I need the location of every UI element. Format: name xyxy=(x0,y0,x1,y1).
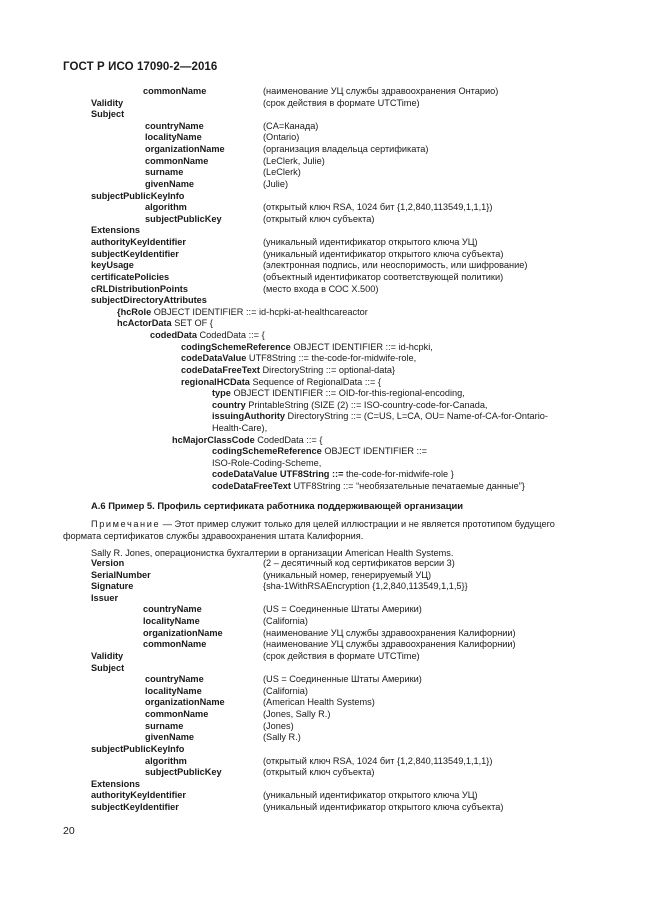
field-name: organizationName xyxy=(143,627,223,638)
field-comment: (уникальный номер, генерируемый УЦ) xyxy=(263,569,432,580)
code-line xyxy=(91,558,124,569)
field-name: codeDataFreeText xyxy=(212,481,291,492)
code-line xyxy=(181,377,381,388)
field-comment: (LeClerk, Julie) xyxy=(263,155,325,166)
field-comment: (Jones) xyxy=(263,720,294,731)
field-comment: {sha-1WithRSAEncryption {1,2,840,113549,1,1,5}} xyxy=(263,581,468,592)
field-definition: OBJECT IDENTIFIER ::= OID-for-this-regional-encoding, xyxy=(230,388,465,399)
code-line xyxy=(181,365,395,376)
code-line xyxy=(145,686,202,697)
code-line xyxy=(91,790,186,801)
code-line xyxy=(145,767,222,778)
field-name: hcActorData xyxy=(117,318,172,329)
field-name: organizationName xyxy=(145,144,225,155)
code-line xyxy=(91,570,151,581)
field-name: subjectPublicKeyInfo xyxy=(91,190,185,201)
code-line xyxy=(172,435,322,446)
code-line xyxy=(145,121,204,132)
field-name: subjectPublicKeyInfo xyxy=(91,743,185,754)
field-comment: (наименование УЦ службы здравоохранения Калифорнии) xyxy=(263,639,516,650)
field-comment: (LeClerk) xyxy=(263,167,301,178)
field-name: issuingAuthority xyxy=(212,411,285,422)
code-line xyxy=(91,249,179,260)
code-line xyxy=(91,295,207,306)
code-line xyxy=(145,674,204,685)
field-definition: UTF8String ::= “необязательные печатаемые данные”} xyxy=(290,481,525,492)
field-name: localityName xyxy=(145,685,202,696)
code-line xyxy=(91,225,140,236)
field-name: cRLDistributionPoints xyxy=(91,283,188,294)
code-line xyxy=(212,400,487,411)
field-comment: (электронная подпись, или неоспоримость, или шифрование) xyxy=(263,260,528,271)
field-name: keyUsage xyxy=(91,260,134,271)
field-definition: OBJECT IDENTIFIER ::= id-hcpki-at-healthcareactor xyxy=(151,306,368,317)
field-name: Extensions xyxy=(91,225,141,236)
field-definition: OBJECT IDENTIFIER ::= id-hcpki, xyxy=(290,341,433,352)
field-comment: (открытый ключ RSA, 1024 бит {1,2,840,113549,1,1,1}) xyxy=(263,202,493,213)
code-line xyxy=(145,214,222,225)
field-definition: PrintableString (SIZE (2) ::= ISO-country-code-for-Canada, xyxy=(245,399,488,410)
code-line xyxy=(91,260,134,271)
field-name: Subject xyxy=(91,109,125,120)
field-name: givenName xyxy=(145,178,195,189)
field-name: Signature xyxy=(91,581,134,592)
field-name: algorithm xyxy=(145,755,187,766)
code-line xyxy=(145,132,202,143)
field-name: organizationName xyxy=(145,697,225,708)
code-line xyxy=(91,663,124,674)
field-name: localityName xyxy=(143,616,200,627)
field-name: algorithm xyxy=(145,202,187,213)
field-comment: (уникальный идентификатор открытого ключа УЦ) xyxy=(263,237,478,248)
note-paragraph xyxy=(91,518,601,530)
field-name: Version xyxy=(91,558,125,568)
field-comment: (открытый ключ субъекта) xyxy=(263,213,375,224)
code-line xyxy=(143,628,223,639)
code-line xyxy=(212,446,427,457)
field-name: codeDataFreeText xyxy=(181,364,260,375)
code-line xyxy=(145,144,225,155)
field-name: authorityKeyIdentifier xyxy=(91,237,186,248)
section-heading: A.6 Пример 5. Профиль сертификата работника поддерживающей организации xyxy=(91,500,464,511)
field-name: countryName xyxy=(143,604,202,615)
code-line xyxy=(117,318,213,329)
field-name: countryName xyxy=(145,674,204,685)
field-name: givenName xyxy=(145,732,195,743)
code-line xyxy=(212,423,267,434)
field-comment: (Jones, Sally R.) xyxy=(263,709,331,720)
code-line xyxy=(91,284,188,295)
field-name: codeDataValue xyxy=(181,353,247,364)
code-line xyxy=(145,202,187,213)
field-comment: (срок действия в формате UTCTime) xyxy=(263,650,420,661)
field-comment: (California) xyxy=(263,616,308,627)
field-name: commonName xyxy=(143,86,207,96)
code-line xyxy=(212,481,525,492)
code-line xyxy=(91,593,118,604)
note-text: — Этот пример служит только для целей иллюстрации и не является прототипом будущего xyxy=(160,519,555,529)
field-comment: (Ontario) xyxy=(263,132,300,143)
note-label: Примечание xyxy=(91,519,161,529)
field-name: certificatePolicies xyxy=(91,271,170,282)
field-name: codeDataValue UTF8String ::= xyxy=(212,469,344,480)
field-name: Validity xyxy=(91,650,124,661)
field-name: surname xyxy=(145,720,184,731)
field-comment: (2 – десятичный код сертификатов версии 3) xyxy=(263,558,455,568)
code-line xyxy=(143,604,202,615)
code-line xyxy=(145,756,187,767)
field-comment: (место входа в СОС X.500) xyxy=(263,283,379,294)
code-line xyxy=(91,109,124,120)
field-comment: (открытый ключ субъекта) xyxy=(263,767,375,778)
field-definition: SET OF { xyxy=(171,318,213,329)
field-name: type xyxy=(212,388,231,399)
code-line xyxy=(143,616,200,627)
code-line xyxy=(145,732,194,743)
field-name: SerialNumber xyxy=(91,569,151,580)
code-line xyxy=(145,709,208,720)
field-comment: (уникальный идентификатор открытого ключа субъекта) xyxy=(263,802,504,813)
code-line xyxy=(143,86,206,97)
code-line xyxy=(145,697,225,708)
code-line xyxy=(91,651,123,662)
code-line xyxy=(145,167,183,178)
field-definition: ISO-Role-Coding-Scheme, xyxy=(212,457,322,468)
field-comment: (уникальный идентификатор открытого ключа УЦ) xyxy=(263,790,478,801)
field-name: subjectPublicKey xyxy=(145,767,222,778)
code-line xyxy=(145,179,194,190)
code-line xyxy=(91,237,186,248)
field-name: Validity xyxy=(91,97,124,108)
code-line xyxy=(91,98,123,109)
field-comment: (Sally R.) xyxy=(263,732,301,743)
field-name: country xyxy=(212,399,246,410)
field-comment: (American Health Systems) xyxy=(263,697,375,708)
field-definition: Sequence of RegionalData ::= { xyxy=(249,376,381,387)
intro-paragraph: Sally R. Jones, операционистка бухгалтерии в организации American Health Systems. xyxy=(91,548,454,558)
field-definition: CodedData ::= { xyxy=(254,434,323,445)
field-name: commonName xyxy=(145,155,209,166)
field-name: surname xyxy=(145,167,184,178)
code-line xyxy=(212,411,548,422)
field-name: countryName xyxy=(145,120,204,131)
field-definition: DirectoryString ::= (C=US, L=CA, OU= Name-of-CA-for-Ontario- xyxy=(285,411,548,422)
field-name: subjectDirectoryAttributes xyxy=(91,295,207,306)
page-number: 20 xyxy=(63,825,75,837)
field-name: subjectPublicKey xyxy=(145,213,222,224)
field-name: subjectKeyIdentifier xyxy=(91,248,179,259)
field-comment: (наименование УЦ службы здравоохранения Онтарио) xyxy=(263,86,499,96)
code-line xyxy=(212,458,321,469)
field-comment: (организация владельца сертификата) xyxy=(263,144,429,155)
code-line xyxy=(181,353,416,364)
code-line xyxy=(212,469,454,480)
field-name: localityName xyxy=(145,132,202,143)
field-name: codingSchemeReference xyxy=(181,341,291,352)
field-definition: UTF8String ::= the-code-for-midwife-role, xyxy=(246,353,417,364)
code-line xyxy=(91,191,184,202)
code-line xyxy=(150,330,265,341)
field-definition: the-code-for-midwife-role } xyxy=(343,469,454,480)
code-line xyxy=(91,744,184,755)
field-comment: (California) xyxy=(263,685,308,696)
field-comment: (наименование УЦ службы здравоохранения Калифорнии) xyxy=(263,627,516,638)
field-name: regionalHCData xyxy=(181,376,250,387)
code-line xyxy=(145,721,183,732)
field-definition: DirectoryString ::= optional-data} xyxy=(259,364,396,375)
field-name: commonName xyxy=(143,639,207,650)
field-name: subjectKeyIdentifier xyxy=(91,802,179,813)
field-comment: (срок действия в формате UTCTime) xyxy=(263,97,420,108)
field-comment: (уникальный идентификатор открытого ключа субъекта) xyxy=(263,248,504,259)
field-definition: OBJECT IDENTIFIER ::= xyxy=(321,446,428,457)
field-name: Subject xyxy=(91,662,125,673)
code-line xyxy=(91,581,133,592)
field-comment: (CA=Канада) xyxy=(263,120,319,131)
code-line xyxy=(91,272,169,283)
field-definition: Health-Care), xyxy=(212,422,268,433)
code-line xyxy=(212,388,465,399)
code-line xyxy=(181,342,433,353)
field-name: {hcRole xyxy=(117,306,152,317)
field-name: codingSchemeReference xyxy=(212,446,322,457)
field-comment: (US = Соединенные Штаты Америки) xyxy=(263,604,422,615)
field-name: codedData xyxy=(150,330,197,341)
field-comment: (Julie) xyxy=(263,178,289,189)
field-name: commonName xyxy=(145,709,209,720)
field-comment: (объектный идентификатор соответствующей политики) xyxy=(263,271,504,282)
field-name: authorityKeyIdentifier xyxy=(91,790,186,801)
field-name: hcMajorClassCode xyxy=(172,434,255,445)
code-line xyxy=(143,639,206,650)
document-header: ГОСТ Р ИСО 17090-2—2016 xyxy=(63,61,218,73)
field-name: Extensions xyxy=(91,778,141,789)
note-paragraph-continued: формата сертификатов службы здравоохранения штата Калифорния. xyxy=(63,531,364,541)
code-line xyxy=(145,156,208,167)
code-line xyxy=(91,779,140,790)
field-comment: (US = Соединенные Штаты Америки) xyxy=(263,674,422,685)
code-line xyxy=(117,307,368,318)
field-definition: CodedData ::= { xyxy=(196,330,265,341)
field-comment: (открытый ключ RSA, 1024 бит {1,2,840,113549,1,1,1}) xyxy=(263,755,493,766)
field-name: Issuer xyxy=(91,592,119,603)
code-line xyxy=(91,802,179,813)
